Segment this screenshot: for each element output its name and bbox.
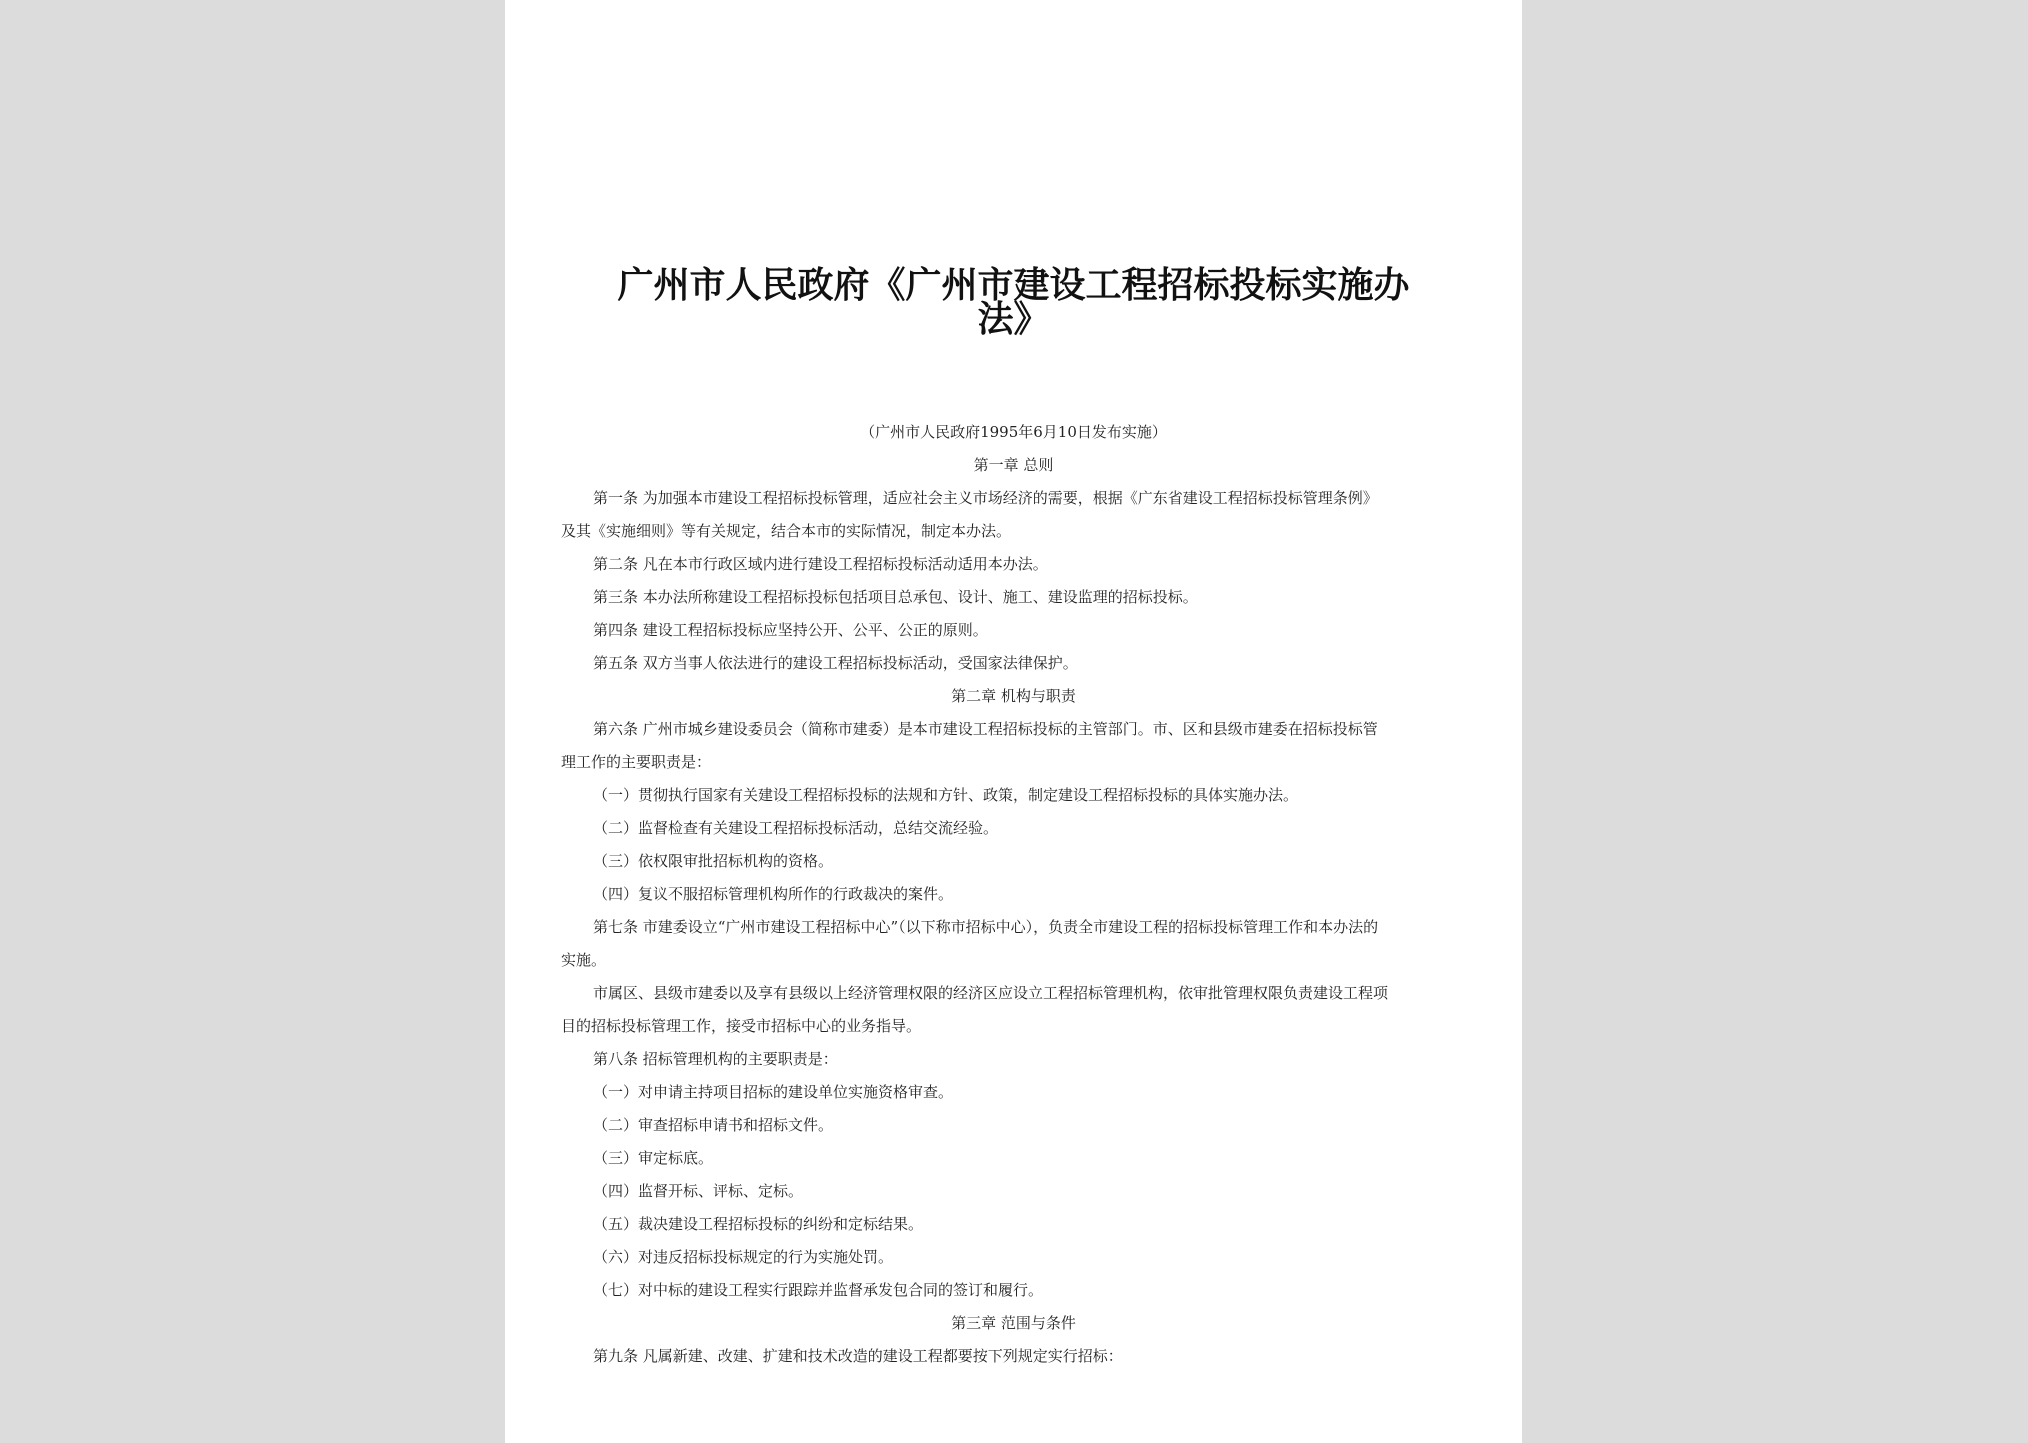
issuance-note: （广州市人民政府1995年6月10日发布实施） bbox=[860, 423, 1167, 441]
list-item: （三）依权限审批招标机构的资格。 bbox=[593, 852, 834, 870]
paragraph-line: 第五条 双方当事人依法进行的建设工程招标投标活动，受国家法律保护。 bbox=[593, 654, 1078, 672]
list-item: （三）审定标底。 bbox=[593, 1149, 714, 1167]
document-title-line-2: 法》 bbox=[977, 299, 1050, 340]
paragraph-line: 第三条 本办法所称建设工程招标投标包括项目总承包、设计、施工、建设监理的招标投标。 bbox=[593, 588, 1198, 606]
paragraph-line: 第八条 招标管理机构的主要职责是： bbox=[593, 1050, 838, 1068]
list-item: （四）复议不服招标管理机构所作的行政裁决的案件。 bbox=[593, 885, 954, 903]
list-item: （二）审查招标申请书和招标文件。 bbox=[593, 1116, 834, 1134]
paragraph-line: 理工作的主要职责是： bbox=[561, 753, 712, 771]
paragraph-line: 市属区、县级市建委以及享有县级以上经济管理权限的经济区应设立工程招标管理机构，依审批管理权限负责建设工程项 bbox=[593, 984, 1389, 1002]
chapter-heading: 第一章 总则 bbox=[973, 456, 1054, 474]
list-item: （七）对中标的建设工程实行跟踪并监督承发包合同的签订和履行。 bbox=[593, 1281, 1044, 1299]
paragraph-line: 第一条 为加强本市建设工程招标投标管理，适应社会主义市场经济的需要，根据《广东省建设工程招标投标管理条例》 bbox=[593, 489, 1378, 507]
paragraph-line: 实施。 bbox=[561, 951, 607, 969]
list-item: （二）监督检查有关建设工程招标投标活动，总结交流经验。 bbox=[593, 819, 999, 837]
paragraph-line: 第六条 广州市城乡建设委员会（简称市建委）是本市建设工程招标投标的主管部门。市、区和县级市建委在招标投标管 bbox=[593, 720, 1378, 738]
document-page bbox=[505, 0, 1522, 1443]
paragraph-line: 第九条 凡属新建、改建、扩建和技术改造的建设工程都要按下列规定实行招标： bbox=[593, 1347, 1123, 1365]
paragraph-line: 第四条 建设工程招标投标应坚持公开、公平、公正的原则。 bbox=[593, 621, 988, 639]
list-item: （一）对申请主持项目招标的建设单位实施资格审查。 bbox=[593, 1083, 954, 1101]
document-title-line-1: 广州市人民政府《广州市建设工程招标投标实施办 bbox=[617, 265, 1410, 306]
chapter-heading: 第三章 范围与条件 bbox=[951, 1314, 1076, 1332]
paragraph-line: 目的招标投标管理工作，接受市招标中心的业务指导。 bbox=[561, 1017, 922, 1035]
list-item: （四）监督开标、评标、定标。 bbox=[593, 1182, 804, 1200]
paragraph-line: 第二条 凡在本市行政区域内进行建设工程招标投标活动适用本办法。 bbox=[593, 555, 1048, 573]
list-item: （五）裁决建设工程招标投标的纠纷和定标结果。 bbox=[593, 1215, 924, 1233]
paragraph-line: 及其《实施细则》等有关规定，结合本市的实际情况，制定本办法。 bbox=[561, 522, 1012, 540]
list-item: （一）贯彻执行国家有关建设工程招标投标的法规和方针、政策，制定建设工程招标投标的具体实施办法。 bbox=[593, 786, 1299, 804]
chapter-heading: 第二章 机构与职责 bbox=[951, 687, 1076, 705]
list-item: （六）对违反招标投标规定的行为实施处罚。 bbox=[593, 1248, 894, 1266]
paragraph-line: 第七条 市建委设立“广州市建设工程招标中心”（以下称市招标中心），负责全市建设工程的招标投标管理工作和本办法的 bbox=[593, 918, 1379, 936]
